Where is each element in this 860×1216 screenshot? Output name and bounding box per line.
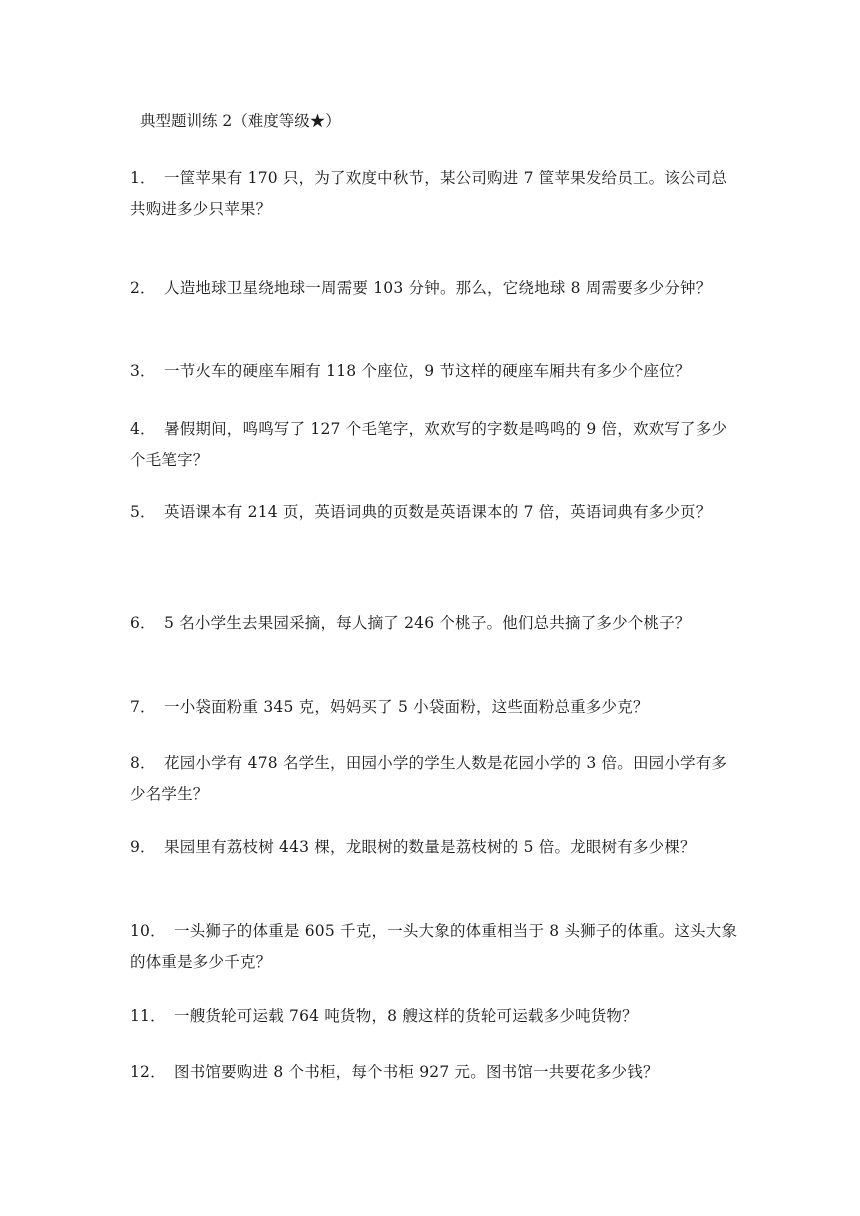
question-number: 1．: [130, 169, 156, 187]
question-10: [130, 916, 740, 978]
question-7: [130, 692, 740, 723]
question-11: [130, 1001, 740, 1032]
question-number: 5．: [130, 503, 156, 521]
question-number: 2．: [130, 279, 156, 297]
question-text: 人造地球卫星绕地球一周需要 103 分钟。那么，它绕地球 8 周需要多少分钟？: [164, 279, 712, 297]
question-text: 一艘货轮可运载 764 吨货物，8 艘这样的货轮可运载多少吨货物？: [174, 1007, 638, 1025]
question-3: [130, 356, 740, 387]
question-number: 10．: [130, 922, 166, 940]
question-text: 一头狮子的体重是 605 千克，一头大象的体重相当于 8 头狮子的体重。这头大象的体重是多少千克？: [130, 922, 738, 971]
question-text: 英语课本有 214 页，英语词典的页数是英语课本的 7 倍，英语词典有多少页？: [164, 503, 712, 521]
question-text: 一筐苹果有 170 只，为了欢度中秋节，某公司购进 7 筐苹果发给员工。该公司总共购进多少只苹果？: [130, 169, 728, 218]
question-number: 11．: [130, 1007, 166, 1025]
question-5: [130, 497, 740, 528]
question-text: 果园里有荔枝树 443 棵，龙眼树的数量是荔枝树的 5 倍。龙眼树有多少棵？: [164, 838, 696, 856]
question-number: 9．: [130, 838, 156, 856]
question-text: 一小袋面粉重 345 克，妈妈买了 5 小袋面粉，这些面粉总重多少克？: [164, 698, 649, 716]
page-title: 典型题训练 2（难度等级★）: [140, 112, 341, 130]
question-number: 8．: [130, 754, 156, 772]
question-number: 3．: [130, 362, 156, 380]
question-6: [130, 608, 740, 639]
question-text: 图书馆要购进 8 个书柜，每个书柜 927 元。图书馆一共要花多少钱？: [174, 1063, 659, 1081]
question-number: 6．: [130, 614, 156, 632]
question-number: 12．: [130, 1063, 166, 1081]
question-1: [130, 163, 740, 225]
question-2: [130, 273, 740, 304]
question-12: [130, 1057, 740, 1088]
question-9: [130, 832, 740, 863]
question-number: 4．: [130, 420, 156, 438]
question-number: 7．: [130, 698, 156, 716]
question-text: 暑假期间，鸣鸣写了 127 个毛笔字，欢欢写的字数是鸣鸣的 9 倍，欢欢写了多少个毛笔字？: [130, 420, 728, 469]
question-text: 花园小学有 478 名学生，田园小学的学生人数是花园小学的 3 倍。田园小学有多少名学生？: [130, 754, 728, 803]
question-8: [130, 748, 740, 810]
question-text: 一节火车的硬座车厢有 118 个座位，9 节这样的硬座车厢共有多少个座位？: [164, 362, 691, 380]
question-4: [130, 414, 740, 476]
question-text: 5 名小学生去果园采摘，每人摘了 246 个桃子。他们总共摘了多少个桃子？: [164, 614, 691, 632]
